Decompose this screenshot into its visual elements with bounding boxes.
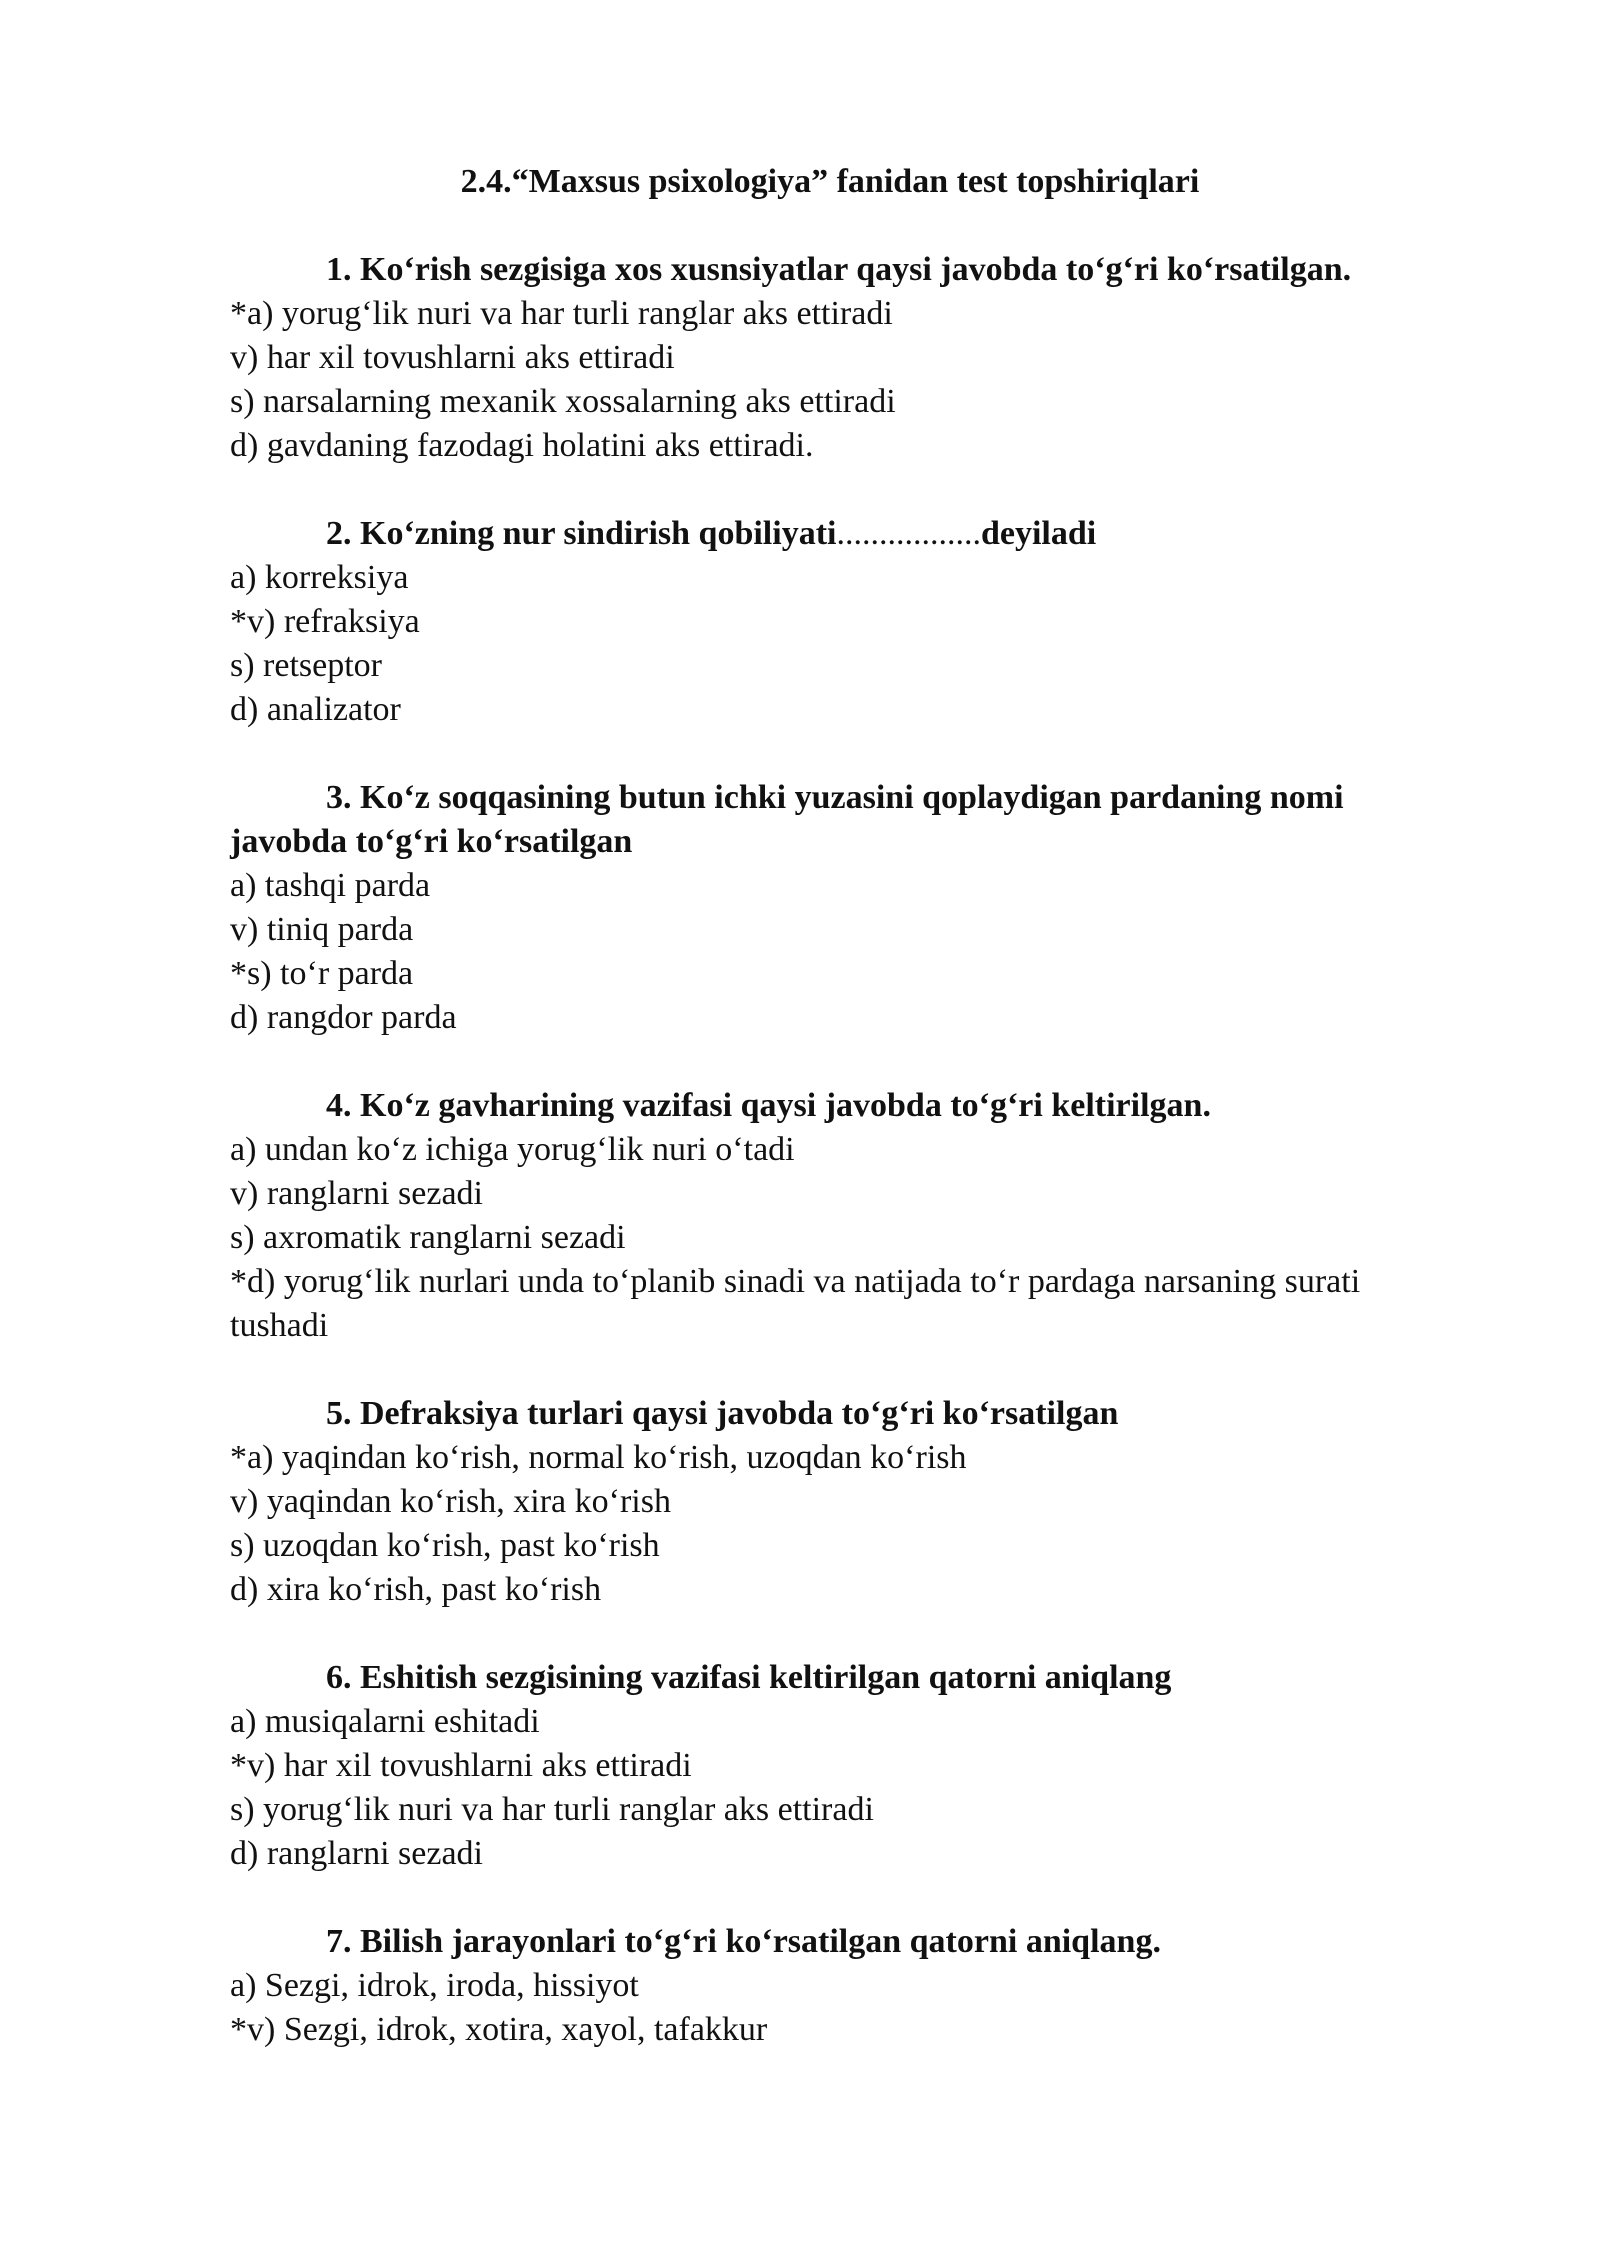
- question-5: [230, 1392, 1380, 1612]
- question-text: 5. Defraksiya turlari qaysi javobda to‘g‘ri ko‘rsatilgan: [326, 1395, 1119, 1432]
- answer-option: a) musiqalarni eshitadi: [230, 1703, 540, 1740]
- answer-option: *a) yaqindan ko‘rish, normal ko‘rish, uzoqdan ko‘rish: [230, 1439, 967, 1476]
- answer-option: *v) har xil tovushlarni aks ettiradi: [230, 1747, 692, 1784]
- answer-option: s) narsalarning mexanik xossalarning aks ettiradi: [230, 383, 896, 420]
- answer-option: v) ranglarni sezadi: [230, 1175, 483, 1212]
- question-text-end: deyiladi: [980, 515, 1097, 552]
- question-7: [230, 1920, 1380, 2052]
- answer-option: s) retseptor: [230, 647, 383, 684]
- answer-option: d) gavdaning fazodagi holatini aks ettiradi.: [230, 427, 814, 464]
- question-text: 3. Ko‘z soqqasining butun ichki yuzasini qoplaydigan pardaning nomi javobda to‘g‘ri ko‘rsatilgan: [230, 779, 1344, 860]
- answer-option: a) Sezgi, idrok, iroda, hissiyot: [230, 1967, 639, 2004]
- answer-option: *s) to‘r parda: [230, 955, 414, 992]
- question-4: [230, 1084, 1380, 1348]
- blank-dots: .................: [836, 515, 981, 552]
- answer-option: a) tashqi parda: [230, 867, 431, 904]
- answer-option: a) undan ko‘z ichiga yorug‘lik nuri o‘tadi: [230, 1131, 795, 1168]
- answer-option: *a) yorug‘lik nuri va har turli ranglar aks ettiradi: [230, 295, 893, 332]
- answer-option: a) korreksiya: [230, 559, 409, 596]
- answer-option: *v) refraksiya: [230, 603, 420, 640]
- answer-option: d) xira ko‘rish, past ko‘rish: [230, 1571, 602, 1608]
- question-text: 6. Eshitish sezgisining vazifasi keltirilgan qatorni aniqlang: [326, 1659, 1172, 1696]
- answer-option: *d) yorug‘lik nurlari unda to‘planib sinadi va natijada to‘r pardaga narsaning surati tushadi: [230, 1263, 1361, 1344]
- question-6: [230, 1656, 1380, 1876]
- question-text: 1. Ko‘rish sezgisiga xos xusnsiyatlar qaysi javobda to‘g‘ri ko‘rsatilgan.: [326, 251, 1352, 288]
- question-text: 4. Ko‘z gavharining vazifasi qaysi javobda to‘g‘ri keltirilgan.: [326, 1087, 1211, 1124]
- answer-option: s) uzoqdan ko‘rish, past ko‘rish: [230, 1527, 660, 1564]
- answer-option: *v) Sezgi, idrok, xotira, xayol, tafakkur: [230, 2011, 768, 2048]
- answer-option: d) rangdor parda: [230, 999, 457, 1036]
- question-2: [230, 512, 1380, 732]
- question-text: [230, 512, 1380, 556]
- answer-option: v) har xil tovushlarni aks ettiradi: [230, 339, 675, 376]
- question-text: 7. Bilish jarayonlari to‘g‘ri ko‘rsatilgan qatorni aniqlang.: [326, 1923, 1161, 1960]
- answer-option: d) ranglarni sezadi: [230, 1835, 483, 1872]
- answer-option: v) tiniq parda: [230, 911, 414, 948]
- page-title: 2.4.“Maxsus psixologiya” fanidan test topshiriqlari: [460, 163, 1200, 200]
- answer-option: d) analizator: [230, 691, 401, 728]
- answer-option: s) yorug‘lik nuri va har turli ranglar aks ettiradi: [230, 1791, 874, 1828]
- answer-option: v) yaqindan ko‘rish, xira ko‘rish: [230, 1483, 671, 1520]
- question-text-start: 2. Ko‘zning nur sindirish qobiliyati: [326, 515, 837, 552]
- question-1: [230, 248, 1380, 468]
- answer-option: s) axromatik ranglarni sezadi: [230, 1219, 626, 1256]
- question-3: [230, 776, 1380, 1040]
